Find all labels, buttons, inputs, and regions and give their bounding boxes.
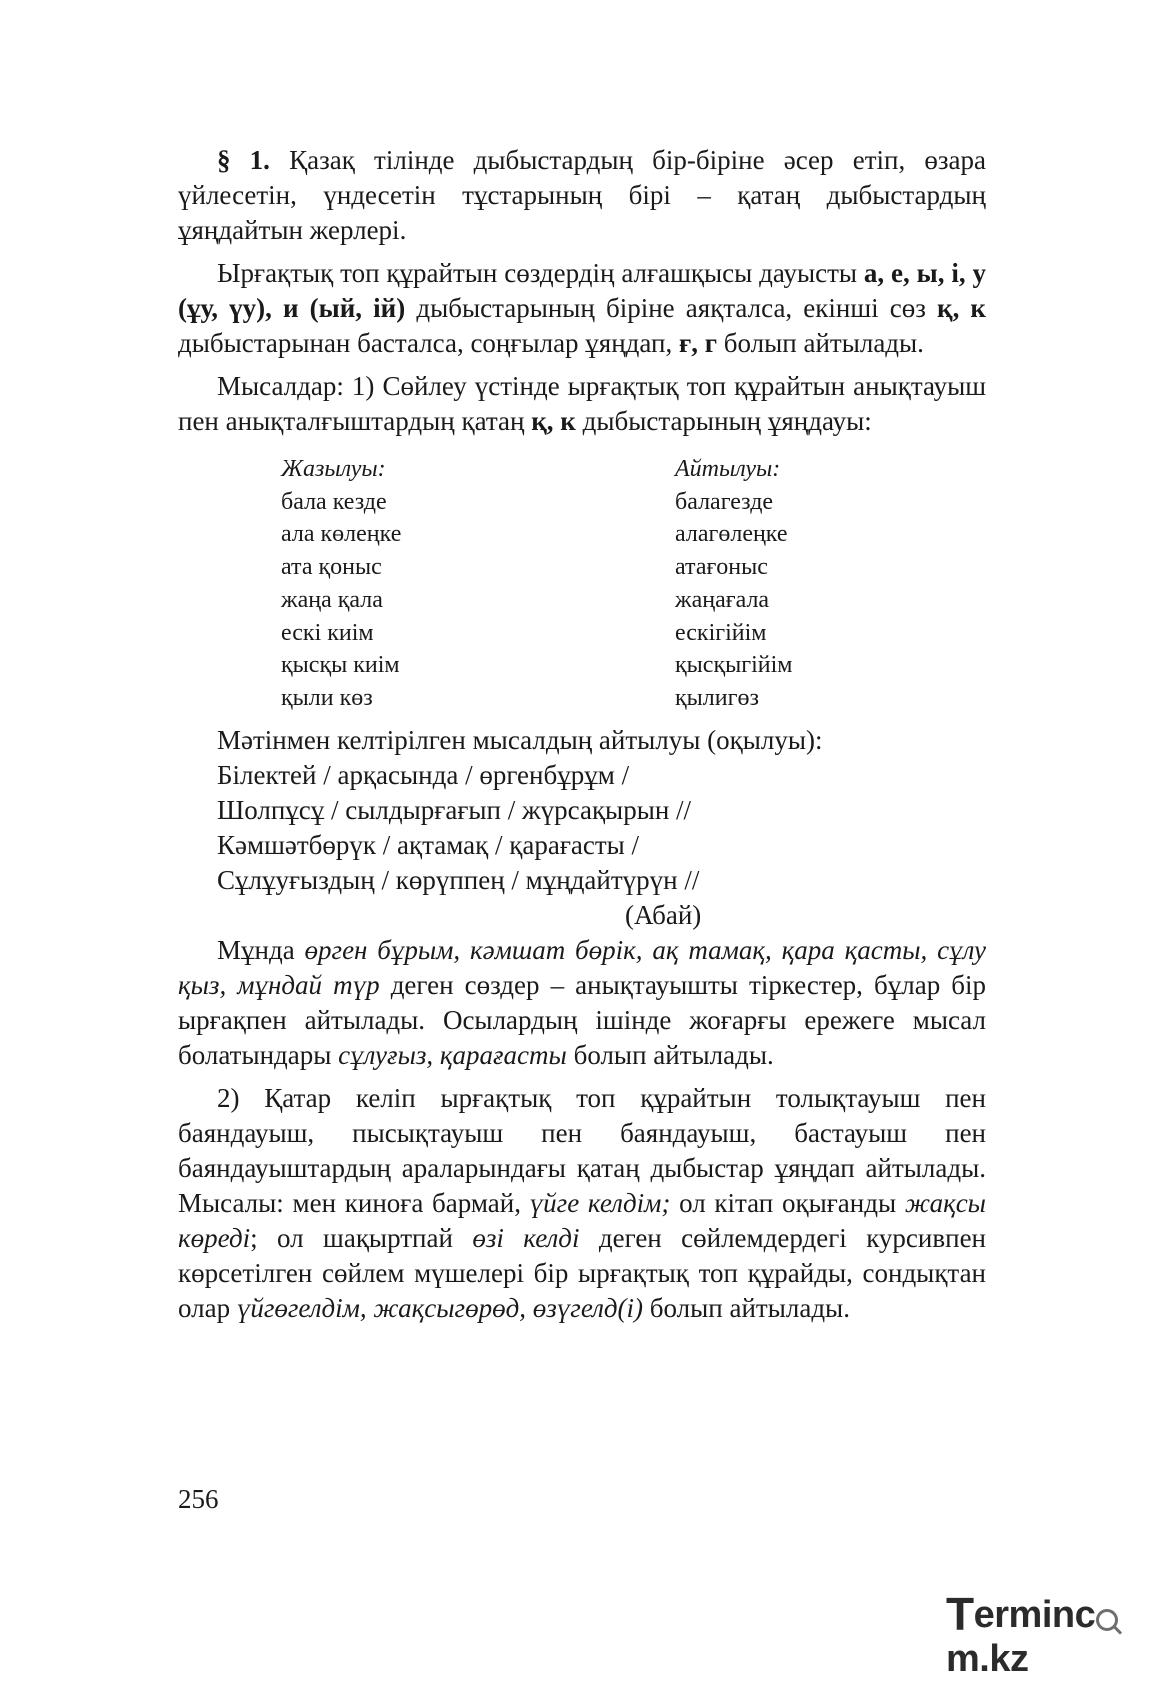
paragraph-2: [178, 256, 986, 361]
poem-line: Кәмшәтбөрүк / ақтамақ / қарағасты /: [217, 830, 640, 860]
poem-attribution: (Абай): [625, 900, 702, 930]
table-row-written: қыли көз: [281, 684, 373, 711]
paragraph-1: [178, 143, 986, 248]
written-column: [281, 453, 401, 715]
p2-text-4: болып айтылады.: [717, 328, 924, 358]
p3-text-2: дыбыстарының ұяңдауы:: [575, 406, 872, 436]
p5-text-2: деген сөздер – анықтауышты тіркестер, бұлар бір ырғақпен айтылады. Осылардың ішінде жоғарғы ережеге мысал болатындары: [178, 970, 986, 1070]
table-row-written: қысқы киім: [281, 652, 400, 679]
p2-bold-voiced: ғ, г: [679, 328, 718, 358]
spoken-header: Айтылуы:: [675, 456, 781, 482]
p6-text-4: деген сөйлемдердегі курсивпен көрсетілген сөйлем мүшелері бір ырғақтық топ құрайды, сондықтан олар: [178, 1223, 986, 1323]
p2-text-1: Ырғақтық топ құрайтын сөздердің алғашқысы дауысты: [217, 258, 864, 288]
table-row-spoken: атағоныс: [675, 554, 768, 581]
paragraph-5: [178, 933, 986, 1073]
poem-intro: Мәтінмен келтірілген мысалдың айтылуы (оқылуы):: [217, 725, 823, 755]
table-row-written: жаңа қала: [281, 586, 383, 613]
table-row-spoken: алагөлеңке: [675, 521, 788, 548]
magnifier-icon: [1096, 1609, 1118, 1631]
p2-text-2: дыбыстарының біріне аяқталса, екінші сөз: [405, 293, 938, 323]
p3-text-1: Мысалдар: 1) Сөйлеу үстінде ырғақтық топ құрайтын анықтауыш пен анықталғыштардың қатаң: [178, 371, 986, 436]
paragraph-6: [178, 1081, 986, 1326]
p2-bold-vowels: а, е, ы, і, у (ұу, үу), и (ый, ій): [178, 258, 986, 323]
written-header: Жазылуы:: [281, 456, 386, 482]
table-row-written: ала көлеңке: [281, 521, 402, 548]
spoken-column: [675, 453, 792, 715]
p6-italic-4: үйгөгелдім, жақсыгөрөд, өзүгелд(і): [236, 1293, 644, 1323]
p2-bold-consonants: қ, к: [937, 293, 986, 323]
table-row-spoken: қылигөз: [675, 684, 759, 711]
examples-table: [178, 453, 986, 713]
table-row-written: ата қоныс: [281, 554, 382, 581]
p6-text-3: ; ол шақыртпай: [250, 1223, 473, 1253]
p5-text-3: болып айтылады.: [566, 1040, 774, 1070]
p5-italic-1: өрген бұрым, кәмшат бөрік, ақ тамақ, қара қасты, сұлу қыз, мұндай түр: [178, 935, 986, 1000]
page-number: 256: [178, 1484, 219, 1514]
p2-text-3: дыбыстарынан басталса, соңғылар ұяңдап,: [178, 328, 679, 358]
p6-text-2: ол кітап оқығанды: [670, 1188, 905, 1218]
logo-text-part-1: erminc: [973, 1594, 1096, 1636]
table-row-spoken: ескігійім: [675, 619, 767, 646]
poem-line: Сұлұуғыздың / көрүппең / мұңдайтүрүн //: [217, 865, 700, 895]
p6-italic-1: үйге келдім;: [529, 1188, 671, 1218]
p5-text-1: Мұнда: [217, 935, 305, 965]
p5-italic-2: сұлуғыз, қарағасты: [338, 1040, 567, 1070]
poem-line: Білектей / арқасында / өргенбұрұм /: [217, 760, 630, 790]
p6-text-1: 2) Қатар келіп ырғақтық топ құрайтын толықтауыш пен баяндауыш, пысықтауыш пен баяндауыш, бастауыш пен баяндауыштардың араларындағы қатаң дыбыстар ұяңдап айтылады. Мысалы: мен киноға бармай,: [178, 1083, 986, 1218]
paragraph-1-text: Қазақ тілінде дыбыстардың бір-біріне әсер етіп, өзара үйлесетін, үндесетін тұстарының бірі – қатаң дыбыстардың ұяңдайтын жерлері.: [178, 145, 986, 245]
logo-letter-t: T: [946, 1588, 974, 1640]
p6-italic-2: жақсы көреді: [178, 1188, 986, 1253]
page-body: [178, 143, 986, 1326]
table-row-spoken: балагезде: [675, 488, 774, 515]
p6-text-5: болып айтылады.: [643, 1293, 850, 1323]
p3-bold-consonants: қ, к: [531, 406, 576, 436]
poem-line: Шолпұсұ / сылдырғағып / жүрсақырын //: [217, 795, 692, 825]
table-row-spoken: жаңағала: [675, 586, 770, 613]
paragraph-3: [178, 369, 986, 439]
logo-text-part-2: m.kz: [946, 1638, 1029, 1680]
terminkom-logo: [946, 1584, 1158, 1681]
p6-italic-3: өзі келді: [472, 1223, 580, 1253]
section-number: § 1.: [217, 145, 270, 175]
table-row-written: ескі киім: [281, 619, 374, 646]
table-row-spoken: қысқыгійім: [675, 652, 793, 679]
poem-block: [178, 723, 986, 898]
table-row-written: бала кезде: [281, 488, 387, 515]
